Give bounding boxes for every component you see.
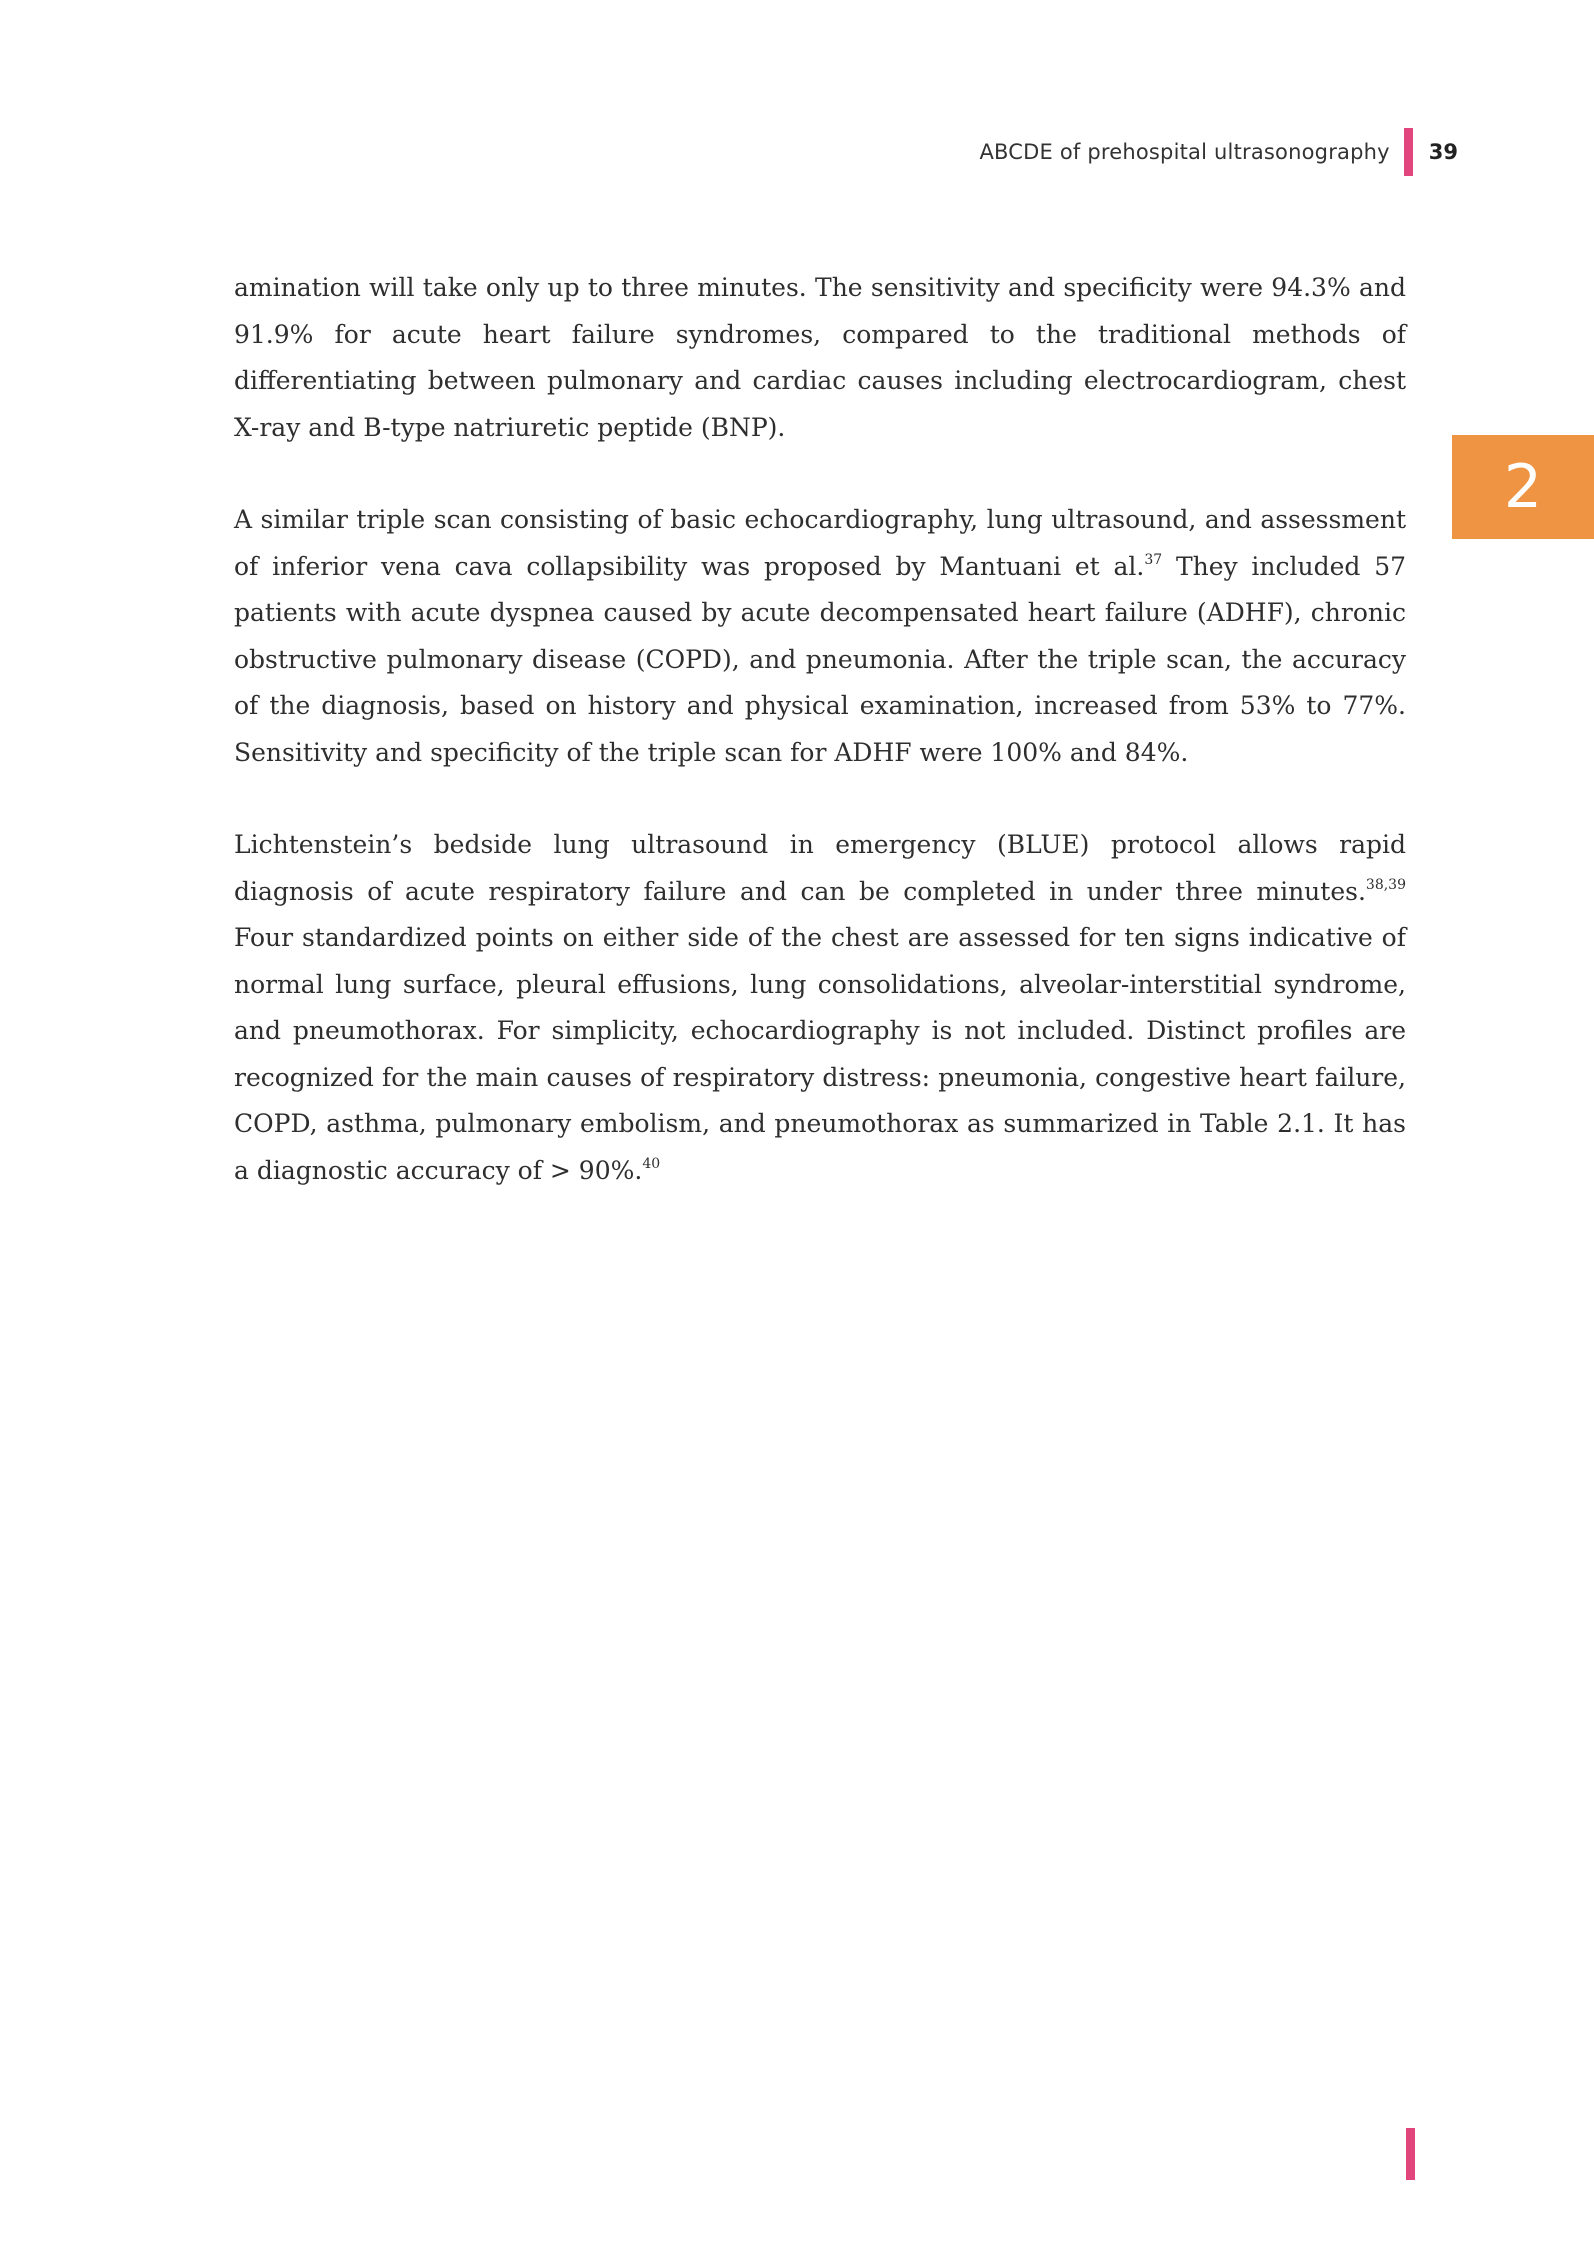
running-header (0, 128, 1458, 176)
chapter-tab (1452, 435, 1594, 539)
header-accent-bar (1404, 128, 1413, 176)
paragraph-3 (234, 822, 1406, 1194)
paragraph-1-text: amination will take only up to three minutes. The sensitivity and specificity were 94.3% and 91.9% for acute heart failure syndromes, compared to the traditional methods of differentiating between pulmonary and cardiac causes including electrocardiogram, chest X-ray and B-type natriuretic peptide (BNP). (234, 273, 1406, 442)
paragraph-1 (234, 265, 1406, 451)
citation-ref: 37 (1144, 551, 1163, 568)
paragraph-2 (234, 497, 1406, 776)
citation-ref: 38,39 (1365, 876, 1406, 893)
chapter-number: 2 (1503, 452, 1543, 522)
paragraph-3-text-b: Four standardized points on either side of the chest are assessed for ten signs indicative of normal lung surface, pleural effusions, lung consolidations, alveolar-interstitial syndrome, and pneumothorax. For simplicity, echocardiography is not included. Distinct profiles are recognized for the main causes of respiratory distress: pneumonia, congestive heart failure, COPD, asthma, pulmonary embolism, and pneumothorax as summarized in Table 2.1. It has a diagnostic accuracy of > 90%. (234, 923, 1406, 1185)
paragraph-2-text-b: They included 57 patients with acute dyspnea caused by acute decompensated heart failure (ADHF), chronic obstructive pulmonary disease (COPD), and pneumonia. After the triple scan, the accuracy of the diagnosis, based on history and physical examination, increased from 53% to 77%. Sensitivity and specificity of the triple scan for ADHF were 100% and 84%. (234, 551, 1406, 767)
running-title: ABCDE of prehospital ultrasonography (979, 140, 1390, 164)
paragraph-3-text-a: Lichtenstein’s bedside lung ultrasound in emergency (BLUE) protocol allows rapid diagnosis of acute respiratory failure and can be completed in under three minutes. (234, 830, 1406, 906)
paragraph-2-text-a: A similar triple scan consisting of basic echocardiography, lung ultrasound, and assessment of inferior vena cava collapsibility was proposed by Mantuani et al. (234, 505, 1406, 581)
page-number: 39 (1428, 140, 1458, 164)
footer-accent-bar (1406, 2128, 1415, 2180)
body-text (234, 265, 1406, 1240)
citation-ref: 40 (642, 1155, 661, 1172)
